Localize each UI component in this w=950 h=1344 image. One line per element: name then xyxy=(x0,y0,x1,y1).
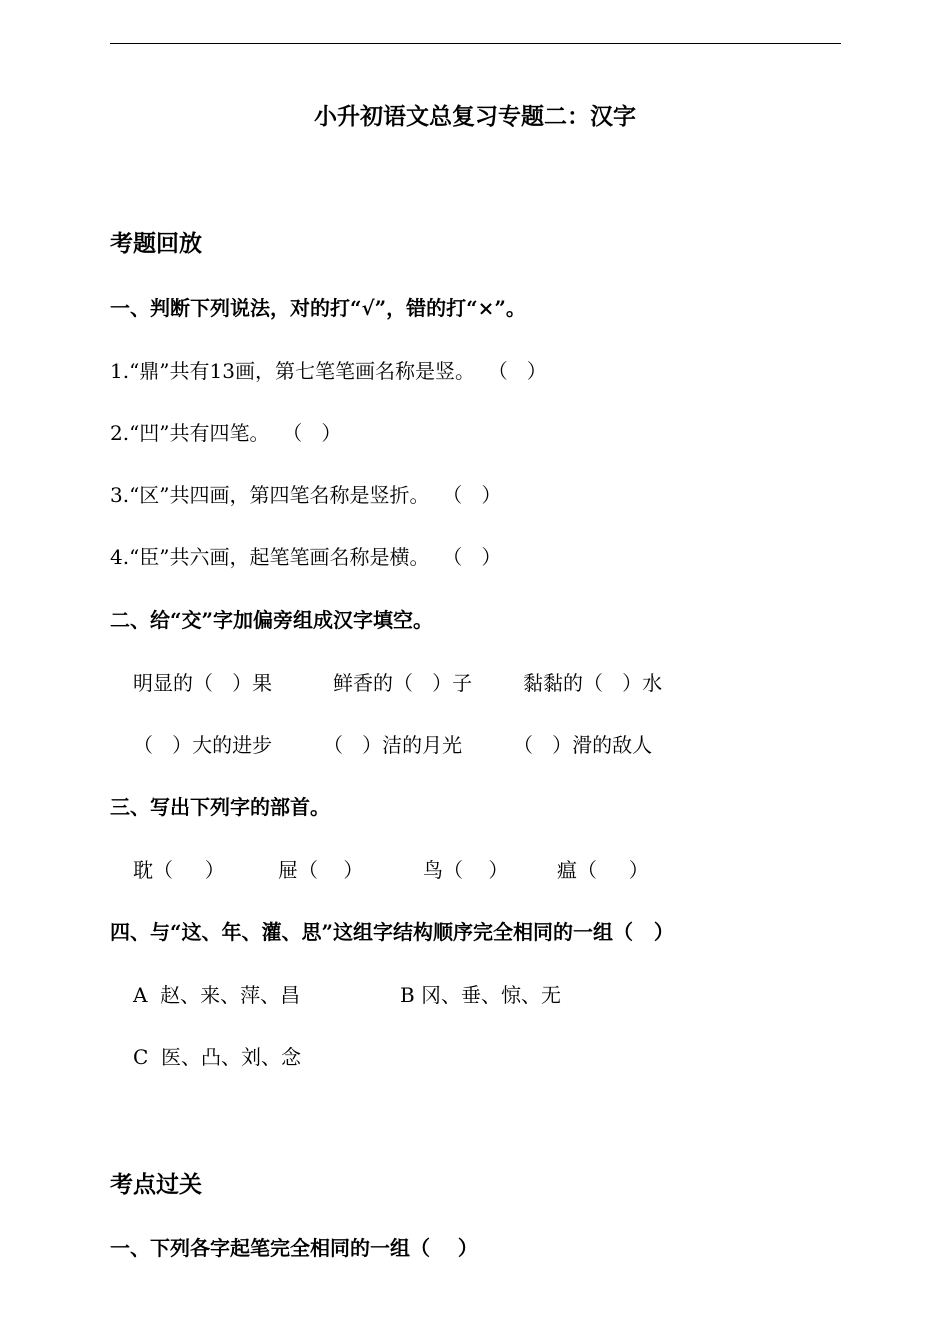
fill-blank-item: 明显的（ ）果 xyxy=(133,671,273,695)
fill-blank-item: （ ）滑的敌人 xyxy=(513,733,653,757)
radical-item: 鸟（ ） xyxy=(423,858,509,882)
header-rule xyxy=(110,43,841,44)
question-1-item-4: 4.“臣”共六画，起笔笔画名称是横。 （ ） xyxy=(110,545,502,569)
section-heading-checkpoint: 考点过关 xyxy=(110,1171,202,1198)
question-1-item-1: 1.“鼎”共有13画，第七笔笔画名称是竖。 （ ） xyxy=(110,359,547,383)
question-1-item-2: 2.“凹”共有四笔。 （ ） xyxy=(110,421,342,445)
radical-item: 屉（ ） xyxy=(278,858,364,882)
fill-blank-item: 鲜香的（ ）子 xyxy=(333,671,473,695)
option-b: B 冈、垂、惊、无 xyxy=(400,983,562,1007)
question-1-item-3: 3.“区”共四画，第四笔名称是竖折。 （ ） xyxy=(110,483,502,507)
page-title: 小升初语文总复习专题二：汉字 xyxy=(314,103,636,130)
question-3-heading: 三、写出下列字的部首。 xyxy=(110,795,330,819)
radical-item: 瘟（ ） xyxy=(557,858,649,882)
option-c: C 医、凸、刘、念 xyxy=(133,1045,302,1069)
fill-blank-item: （ ）洁的月光 xyxy=(323,733,463,757)
radical-item: 耽（ ） xyxy=(133,858,225,882)
question-1-heading: 一、判断下列说法，对的打“√”，错的打“×”。 xyxy=(110,296,526,320)
section-heading-review: 考题回放 xyxy=(110,230,202,257)
section-2-question-1-heading: 一、下列各字起笔完全相同的一组（ ） xyxy=(110,1236,478,1260)
question-2-heading: 二、给“交”字加偏旁组成汉字填空。 xyxy=(110,608,434,632)
option-a: A 赵、来、萍、昌 xyxy=(133,983,301,1007)
fill-blank-item: （ ）大的进步 xyxy=(133,733,273,757)
question-4-heading: 四、与“这、年、灌、思”这组字结构顺序完全相同的一组（ ） xyxy=(110,920,674,944)
fill-blank-item: 黏黏的（ ）水 xyxy=(523,671,663,695)
